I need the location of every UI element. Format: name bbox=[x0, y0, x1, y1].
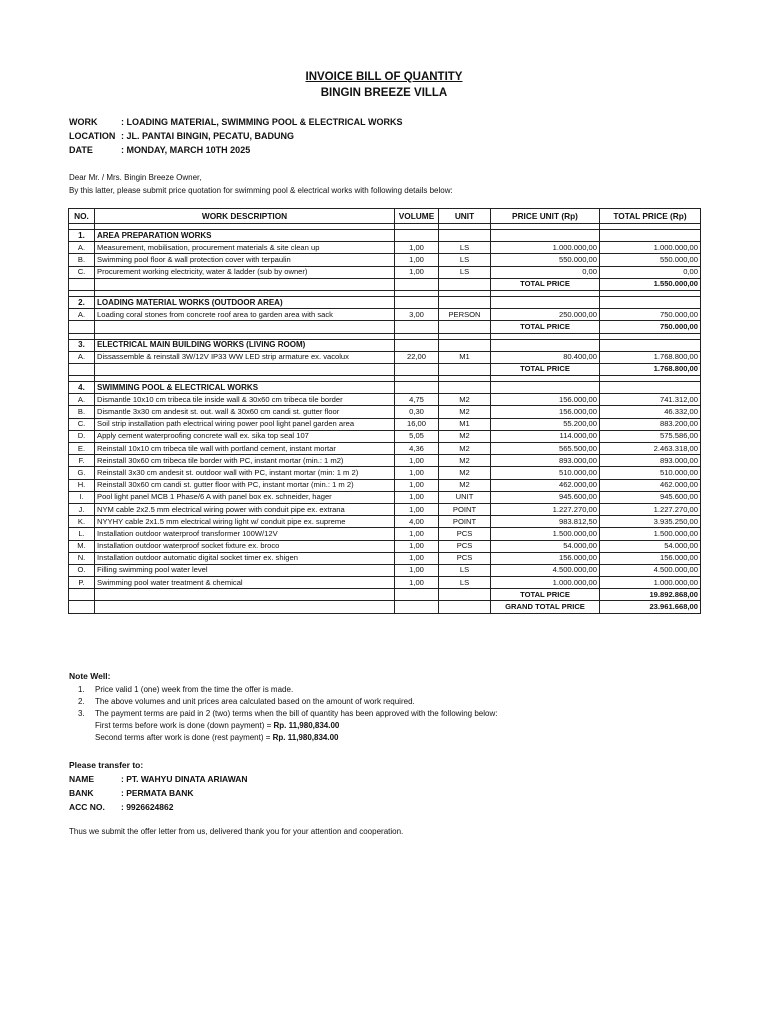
table-row bbox=[69, 418, 701, 430]
item-code: A. bbox=[69, 351, 95, 363]
item-total-price: 741.312,00 bbox=[600, 394, 701, 406]
item-price-unit: 114.000,00 bbox=[491, 430, 600, 442]
section-title: LOADING MATERIAL WORKS (OUTDOOR AREA) bbox=[95, 296, 395, 308]
empty-cell bbox=[439, 230, 491, 242]
item-description: Pool light panel MCB 1 Phase/6 A with panel box ex. schneider, hager bbox=[95, 491, 395, 503]
empty-cell bbox=[395, 321, 439, 333]
empty-cell bbox=[491, 339, 600, 351]
document-subtitle: BINGIN BREEZE VILLA bbox=[320, 87, 448, 99]
item-unit: M2 bbox=[439, 479, 491, 491]
item-volume: 22,00 bbox=[395, 351, 439, 363]
item-code: K. bbox=[69, 516, 95, 528]
section-title: AREA PREPARATION WORKS bbox=[95, 230, 395, 242]
empty-cell bbox=[95, 321, 395, 333]
term-amount: Rp. 11,980,834.00 bbox=[272, 733, 339, 742]
item-total-price: 893.000,00 bbox=[600, 455, 701, 467]
item-description: NYYHY cable 2x1.5 mm electrical wiring light w/ conduit pipe ex. supreme bbox=[95, 516, 395, 528]
item-description: Swimming pool water treatment & chemical bbox=[95, 577, 395, 589]
transfer-title: Please transfer to: bbox=[69, 760, 144, 770]
item-description: Dissassemble & reinstall 3W/12V IP33 WW LED strip armature ex. vacolux bbox=[95, 351, 395, 363]
empty-cell bbox=[69, 601, 95, 613]
item-code: B. bbox=[69, 406, 95, 418]
item-total-price: 2.463.318,00 bbox=[600, 443, 701, 455]
item-description: Procurement working electricity, water & ladder (sub by owner) bbox=[95, 266, 395, 278]
item-volume: 1,00 bbox=[395, 254, 439, 266]
table-row bbox=[69, 443, 701, 455]
item-description: Swimming pool floor & wall protection cover with terpaulin bbox=[95, 254, 395, 266]
item-description: Installation outdoor waterproof transformer 100W/12V bbox=[95, 528, 395, 540]
item-code: A. bbox=[69, 242, 95, 254]
item-description: Reinstall 10x10 cm tribeca tile wall with portland cement, instant mortar bbox=[95, 443, 395, 455]
item-price-unit: 1.500.000,00 bbox=[491, 528, 600, 540]
meta-key: DATE bbox=[69, 145, 93, 155]
item-code: P. bbox=[69, 577, 95, 589]
item-code: A. bbox=[69, 309, 95, 321]
table-row bbox=[69, 351, 701, 363]
empty-cell bbox=[600, 296, 701, 308]
payment-term: Second terms after work is done (rest payment) = Rp. 11,980,834.00 bbox=[95, 733, 339, 742]
item-price-unit: 1.227.270,00 bbox=[491, 503, 600, 515]
item-total-price: 462.000,00 bbox=[600, 479, 701, 491]
item-price-unit: 156.000,00 bbox=[491, 406, 600, 418]
item-unit: M2 bbox=[439, 467, 491, 479]
item-code: J. bbox=[69, 503, 95, 515]
empty-cell bbox=[395, 601, 439, 613]
empty-cell bbox=[439, 339, 491, 351]
item-volume: 3,00 bbox=[395, 309, 439, 321]
meta-value: : LOADING MATERIAL, SWIMMING POOL & ELECTRICAL WORKS bbox=[121, 117, 403, 127]
section-total-row bbox=[69, 589, 701, 601]
item-unit: M1 bbox=[439, 418, 491, 430]
closing-text: Thus we submit the offer letter from us, delivered thank you for your attention and cooperation. bbox=[69, 827, 404, 836]
total-price-label: TOTAL PRICE bbox=[491, 363, 600, 375]
meta-work bbox=[69, 117, 403, 127]
item-description: Installation outdoor automatic digital socket timer ex. shigen bbox=[95, 552, 395, 564]
section-number: 3. bbox=[69, 339, 95, 351]
item-price-unit: 462.000,00 bbox=[491, 479, 600, 491]
item-volume: 16,00 bbox=[395, 418, 439, 430]
item-code: G. bbox=[69, 467, 95, 479]
item-price-unit: 54.000,00 bbox=[491, 540, 600, 552]
item-volume: 1,00 bbox=[395, 503, 439, 515]
transfer-name: NAME : PT. WAHYU DINATA ARIAWAN bbox=[69, 774, 248, 784]
empty-cell bbox=[600, 382, 701, 394]
section-total-row bbox=[69, 278, 701, 290]
empty-cell bbox=[491, 230, 600, 242]
table-row bbox=[69, 455, 701, 467]
empty-cell bbox=[439, 296, 491, 308]
empty-cell bbox=[395, 296, 439, 308]
total-price-value: 750.000,00 bbox=[600, 321, 701, 333]
meta-location bbox=[69, 131, 294, 141]
note-item: 2. The above volumes and unit prices area calculated based on the amount of work required. bbox=[78, 697, 415, 706]
grand-total-label: GRAND TOTAL PRICE bbox=[491, 601, 600, 613]
notes-block bbox=[69, 671, 497, 745]
empty-cell bbox=[395, 230, 439, 242]
section-number: 1. bbox=[69, 230, 95, 242]
header-description: WORK DESCRIPTION bbox=[95, 209, 395, 224]
item-price-unit: 1.000.000,00 bbox=[491, 577, 600, 589]
empty-cell bbox=[95, 589, 395, 601]
empty-cell bbox=[395, 363, 439, 375]
item-price-unit: 156.000,00 bbox=[491, 552, 600, 564]
item-volume: 0,30 bbox=[395, 406, 439, 418]
item-unit: PCS bbox=[439, 540, 491, 552]
item-total-price: 46.332,00 bbox=[600, 406, 701, 418]
table-row bbox=[69, 254, 701, 266]
empty-cell bbox=[69, 589, 95, 601]
item-code: C. bbox=[69, 266, 95, 278]
table-row bbox=[69, 491, 701, 503]
empty-cell bbox=[491, 296, 600, 308]
header-price-unit: PRICE UNIT (Rp) bbox=[491, 209, 600, 224]
item-price-unit: 510.000,00 bbox=[491, 467, 600, 479]
item-price-unit: 156.000,00 bbox=[491, 394, 600, 406]
table-row bbox=[69, 503, 701, 515]
transfer-account: ACC NO. : 9926624862 bbox=[69, 802, 174, 812]
header-no: NO. bbox=[69, 209, 95, 224]
item-price-unit: 80.400,00 bbox=[491, 351, 600, 363]
table-row bbox=[69, 242, 701, 254]
total-price-label: TOTAL PRICE bbox=[491, 589, 600, 601]
item-unit: PCS bbox=[439, 528, 491, 540]
item-volume: 4,75 bbox=[395, 394, 439, 406]
item-unit: LS bbox=[439, 564, 491, 576]
empty-cell bbox=[439, 589, 491, 601]
item-price-unit: 550.000,00 bbox=[491, 254, 600, 266]
empty-cell bbox=[95, 278, 395, 290]
total-price-value: 1.550.000,00 bbox=[600, 278, 701, 290]
item-unit: M2 bbox=[439, 394, 491, 406]
item-description: Measurement, mobilisation, procurement materials & site clean up bbox=[95, 242, 395, 254]
empty-cell bbox=[439, 601, 491, 613]
bill-of-quantity-table bbox=[68, 208, 701, 614]
item-total-price: 156.000,00 bbox=[600, 552, 701, 564]
table-row bbox=[69, 577, 701, 589]
item-price-unit: 0,00 bbox=[491, 266, 600, 278]
term-amount: Rp. 11,980,834.00 bbox=[273, 721, 340, 730]
item-total-price: 510.000,00 bbox=[600, 467, 701, 479]
header-volume: VOLUME bbox=[395, 209, 439, 224]
item-unit: LS bbox=[439, 254, 491, 266]
header-total-price: TOTAL PRICE (Rp) bbox=[600, 209, 701, 224]
item-total-price: 1.000.000,00 bbox=[600, 577, 701, 589]
item-total-price: 750.000,00 bbox=[600, 309, 701, 321]
meta-key: WORK bbox=[69, 117, 98, 127]
total-price-value: 1.768.800,00 bbox=[600, 363, 701, 375]
section-header-row bbox=[69, 230, 701, 242]
empty-cell bbox=[69, 278, 95, 290]
item-description: Dismantle 10x10 cm tribeca tile inside wall & 30x60 cm tribeca tile border bbox=[95, 394, 395, 406]
section-header-row bbox=[69, 382, 701, 394]
item-code: L. bbox=[69, 528, 95, 540]
empty-cell bbox=[491, 382, 600, 394]
item-code: N. bbox=[69, 552, 95, 564]
item-unit: LS bbox=[439, 266, 491, 278]
transfer-block bbox=[69, 760, 248, 816]
item-unit: M2 bbox=[439, 406, 491, 418]
empty-cell bbox=[95, 601, 395, 613]
item-volume: 1,00 bbox=[395, 266, 439, 278]
item-total-price: 1.000.000,00 bbox=[600, 242, 701, 254]
item-price-unit: 983.812,50 bbox=[491, 516, 600, 528]
empty-cell bbox=[439, 363, 491, 375]
header-unit: UNIT bbox=[439, 209, 491, 224]
item-volume: 1,00 bbox=[395, 540, 439, 552]
table-row bbox=[69, 406, 701, 418]
item-description: Installation outdoor waterproof socket fixture ex. broco bbox=[95, 540, 395, 552]
empty-cell bbox=[600, 339, 701, 351]
item-total-price: 0,00 bbox=[600, 266, 701, 278]
section-total-row bbox=[69, 363, 701, 375]
item-volume: 1,00 bbox=[395, 455, 439, 467]
item-unit: UNIT bbox=[439, 491, 491, 503]
table-row bbox=[69, 516, 701, 528]
meta-value: : JL. PANTAI BINGIN, PECATU, BADUNG bbox=[121, 131, 294, 141]
item-description: Reinstall 30x60 cm tribeca tile border with PC, instant mortar (min.: 1 m2) bbox=[95, 455, 395, 467]
item-description: Apply cement waterproofing concrete wall ex. sika top seal 107 bbox=[95, 430, 395, 442]
empty-cell bbox=[439, 321, 491, 333]
item-total-price: 1.500.000,00 bbox=[600, 528, 701, 540]
table-row bbox=[69, 266, 701, 278]
section-total-row bbox=[69, 321, 701, 333]
item-price-unit: 4.500.000,00 bbox=[491, 564, 600, 576]
item-code: B. bbox=[69, 254, 95, 266]
item-volume: 1,00 bbox=[395, 528, 439, 540]
total-price-value: 19.892.868,00 bbox=[600, 589, 701, 601]
item-code: D. bbox=[69, 430, 95, 442]
meta-date bbox=[69, 145, 250, 155]
note-item: 3. The payment terms are paid in 2 (two) terms when the bill of quantity has been approved with the following below: bbox=[78, 709, 498, 718]
table-row bbox=[69, 564, 701, 576]
meta-key: LOCATION bbox=[69, 131, 116, 141]
item-volume: 1,00 bbox=[395, 467, 439, 479]
intro-text: By this latter, please submit price quotation for swimming pool & electrical works with following details below: bbox=[69, 186, 453, 195]
item-price-unit: 893.000,00 bbox=[491, 455, 600, 467]
section-number: 2. bbox=[69, 296, 95, 308]
empty-cell bbox=[439, 382, 491, 394]
grand-total-value: 23.961.668,00 bbox=[600, 601, 701, 613]
item-price-unit: 1.000.000,00 bbox=[491, 242, 600, 254]
item-description: NYM cable 2x2.5 mm electrical wiring power with conduit pipe ex. extrana bbox=[95, 503, 395, 515]
item-volume: 1,00 bbox=[395, 564, 439, 576]
table-row bbox=[69, 552, 701, 564]
item-code: O. bbox=[69, 564, 95, 576]
table-row bbox=[69, 430, 701, 442]
empty-cell bbox=[69, 321, 95, 333]
item-unit: PCS bbox=[439, 552, 491, 564]
item-description: Dismantle 3x30 cm andesit st. out. wall & 30x60 cm candi st. gutter floor bbox=[95, 406, 395, 418]
section-header-row bbox=[69, 296, 701, 308]
item-price-unit: 250.000,00 bbox=[491, 309, 600, 321]
item-volume: 1,00 bbox=[395, 479, 439, 491]
item-total-price: 1.768.800,00 bbox=[600, 351, 701, 363]
item-code: F. bbox=[69, 455, 95, 467]
item-description: Loading coral stones from concrete roof area to garden area with sack bbox=[95, 309, 395, 321]
item-total-price: 1.227.270,00 bbox=[600, 503, 701, 515]
item-unit: M2 bbox=[439, 430, 491, 442]
total-price-label: TOTAL PRICE bbox=[491, 278, 600, 290]
table-row bbox=[69, 528, 701, 540]
item-description: Reinstall 30x60 cm candi st. gutter floor with PC, instant mortar (min.: 1 m 2) bbox=[95, 479, 395, 491]
item-volume: 4,36 bbox=[395, 443, 439, 455]
document-title: INVOICE BILL OF QUANTITY bbox=[305, 71, 463, 83]
item-total-price: 945.600,00 bbox=[600, 491, 701, 503]
item-description: Reinstall 3x30 cm andesit st. outdoor wall with PC, instant mortar (min: 1 m 2) bbox=[95, 467, 395, 479]
empty-cell bbox=[395, 589, 439, 601]
item-unit: LS bbox=[439, 577, 491, 589]
item-code: M. bbox=[69, 540, 95, 552]
item-unit: M2 bbox=[439, 455, 491, 467]
item-price-unit: 55.200,00 bbox=[491, 418, 600, 430]
note-item: 1. Price valid 1 (one) week from the time the offer is made. bbox=[78, 685, 294, 694]
item-total-price: 550.000,00 bbox=[600, 254, 701, 266]
empty-cell bbox=[439, 278, 491, 290]
item-unit: POINT bbox=[439, 503, 491, 515]
item-total-price: 4.500.000,00 bbox=[600, 564, 701, 576]
section-title: ELECTRICAL MAIN BUILDING WORKS (LIVING ROOM) bbox=[95, 339, 395, 351]
empty-cell bbox=[69, 363, 95, 375]
item-code: H. bbox=[69, 479, 95, 491]
item-price-unit: 945.600,00 bbox=[491, 491, 600, 503]
table-row bbox=[69, 479, 701, 491]
payment-term: First terms before work is done (down payment) = Rp. 11,980,834.00 bbox=[95, 721, 340, 730]
item-unit: POINT bbox=[439, 516, 491, 528]
item-price-unit: 565.500,00 bbox=[491, 443, 600, 455]
item-total-price: 54.000,00 bbox=[600, 540, 701, 552]
meta-value: : MONDAY, MARCH 10TH 2025 bbox=[121, 145, 251, 155]
item-total-price: 3.935.250,00 bbox=[600, 516, 701, 528]
empty-cell bbox=[95, 363, 395, 375]
transfer-bank: BANK : PERMATA BANK bbox=[69, 788, 194, 798]
empty-cell bbox=[395, 339, 439, 351]
item-code: I. bbox=[69, 491, 95, 503]
item-total-price: 575.586,00 bbox=[600, 430, 701, 442]
notes-title: Note Well: bbox=[69, 671, 111, 681]
item-description: Filling swimming pool water level bbox=[95, 564, 395, 576]
item-total-price: 883.200,00 bbox=[600, 418, 701, 430]
table-header-row bbox=[69, 209, 701, 224]
table-row bbox=[69, 540, 701, 552]
section-number: 4. bbox=[69, 382, 95, 394]
empty-cell bbox=[600, 230, 701, 242]
item-volume: 1,00 bbox=[395, 577, 439, 589]
greeting: Dear Mr. / Mrs. Bingin Breeze Owner, bbox=[69, 173, 202, 182]
item-volume: 4,00 bbox=[395, 516, 439, 528]
table-row bbox=[69, 467, 701, 479]
item-description: Soil strip installation path electrical wiring power pool light panel garden area bbox=[95, 418, 395, 430]
item-code: C. bbox=[69, 418, 95, 430]
grand-total-row bbox=[69, 601, 701, 613]
item-code: E. bbox=[69, 443, 95, 455]
item-unit: M2 bbox=[439, 443, 491, 455]
table-row bbox=[69, 394, 701, 406]
item-volume: 1,00 bbox=[395, 552, 439, 564]
section-title: SWIMMING POOL & ELECTRICAL WORKS bbox=[95, 382, 395, 394]
section-header-row bbox=[69, 339, 701, 351]
item-volume: 1,00 bbox=[395, 491, 439, 503]
total-price-label: TOTAL PRICE bbox=[491, 321, 600, 333]
item-unit: LS bbox=[439, 242, 491, 254]
item-unit: M1 bbox=[439, 351, 491, 363]
item-code: A. bbox=[69, 394, 95, 406]
empty-cell bbox=[395, 382, 439, 394]
item-volume: 1,00 bbox=[395, 242, 439, 254]
item-volume: 5,05 bbox=[395, 430, 439, 442]
item-unit: PERSON bbox=[439, 309, 491, 321]
table-row bbox=[69, 309, 701, 321]
empty-cell bbox=[395, 278, 439, 290]
